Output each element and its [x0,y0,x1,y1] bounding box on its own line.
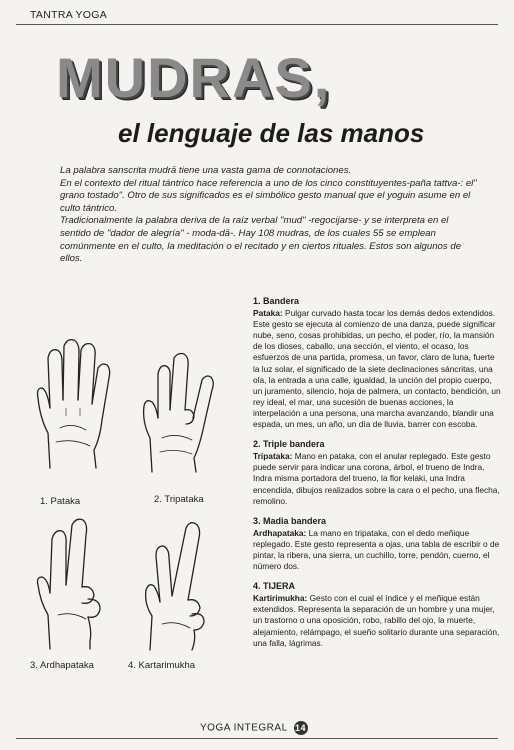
magazine-name: YOGA INTEGRAL [200,722,288,734]
entry-text: Pulgar curvado hasta tocar los demás dedos extendidos. Este gesto se ejecuta al comienzo de una danza, puede significar nube, seno, cosas prohibidas, un pecho, el poder, río, la mansión de los dioses, caballo, una sección, el viento, el ocaso, los esfuerzos de una partida, promesa, un favor, claro de luna, fuerte la luz solar, el significado de la siete declinaciones sáncritas, una ola, la entrada a una calle, igualdad, la unción del propio cuerpo, un juramento, silencio, hoja de palmera, un contacto, bendición, un rey ideal, el mar, una sucesión de buenas acciones, la interpelación a una persona, una marcha avanzando, blandir una espada, un mes, un año, un día de lluvia, barrer con escoba. [253,308,501,430]
entry-ardhapataka [253,516,501,572]
figure-caption: 3. Ardhapataka [30,660,94,671]
entry-body [253,528,501,572]
entry-term: Ardhapataka: [253,527,307,538]
figure-caption: 4. Kartarimukha [128,660,196,671]
entry-term: Tripataka: [253,451,293,462]
mudra-entries [253,296,501,658]
page-subtitle: el lenguaje de las manos [118,118,425,148]
entry-body [253,308,501,430]
page-number-badge: 14 [295,723,307,733]
entry-title: 1. Bandera [253,296,300,306]
entry-text: La mano en tripataka, con el dedo meñique replegado. Este gesto representa a ojas, una tabla de escribir o de pintar, la ribera, una sierra, un cuchillo, torre, pendón, cuerno, el número dos. [253,527,500,572]
entry-term: Pataka: [253,308,283,319]
entry-body [253,451,501,506]
entry-pataka [253,296,501,430]
entry-body [253,593,501,648]
intro-paragraph: En el contexto del ritual tántrico hace referencia a uno de los cinco constituyentes-paña tattva-: el" grano tostado". Otro de sus significados es el simbólico gesto manual que el yoguin asume en el culto tántrico. [60,177,477,214]
intro-text [60,165,480,266]
figure-caption: 2. Tripataka [154,494,204,505]
pataka-hand-illustration [30,338,120,507]
entry-term: Kartirimukha: [253,593,308,604]
entry-text: Gesto con el cual el índice y el meñique están extendidos. Representa la separación de un hombre y una mujer, un trastorno o una oposición, robo, rabillo del ojo, la muerte, alejamiento, relámpago, el sueño solitario durante una separación, una falla, lágrimas. [253,593,500,648]
entry-title: 2. Triple bandera [253,439,325,450]
figure-caption: 1. Pataka [40,496,81,507]
page-title: MUDRAS, [56,46,332,109]
entry-title: 4. TIJERA [253,581,296,592]
entry-text: Mano en pataka, con el anular replegado. Este gesto puede servir para indicar una corona, árbol, el trueno de Indra, Indra misma portadora del trueno, la flor kelaki, una Indra encendida, dibujos realizados sobre la cara o el pecho, una flecha, remolino. [253,451,500,506]
page-footer [200,721,308,735]
mudra-figures [18,330,238,690]
footer-rule [16,738,498,739]
tripataka-hand-illustration [138,352,218,505]
header-rule [16,24,498,25]
intro-paragraph: La palabra sanscrita mudrā tiene una vasta gama de connotaciones. [60,165,352,176]
entry-title: 3. Madia bandera [253,515,327,526]
kartarimukha-hand-illustration [128,520,226,671]
entry-tripataka [253,439,501,507]
intro-paragraph: Tradicionalmente la palabra deriva de la raíz verbal "mud" -regocijarse- y se interpreta en el sentido de "dador de alegría" - moda-dā-. Hay 108 mudras, de los cuales 55 se emplean comúnmente en el culto, la meditación o el recitado y en ciertos rituales. Estos son algunos de ellos. [60,215,462,265]
ardhapataka-hand-illustration [28,515,118,671]
section-label: TANTRA YOGA [30,9,108,21]
entry-kartarimukha [253,581,501,649]
